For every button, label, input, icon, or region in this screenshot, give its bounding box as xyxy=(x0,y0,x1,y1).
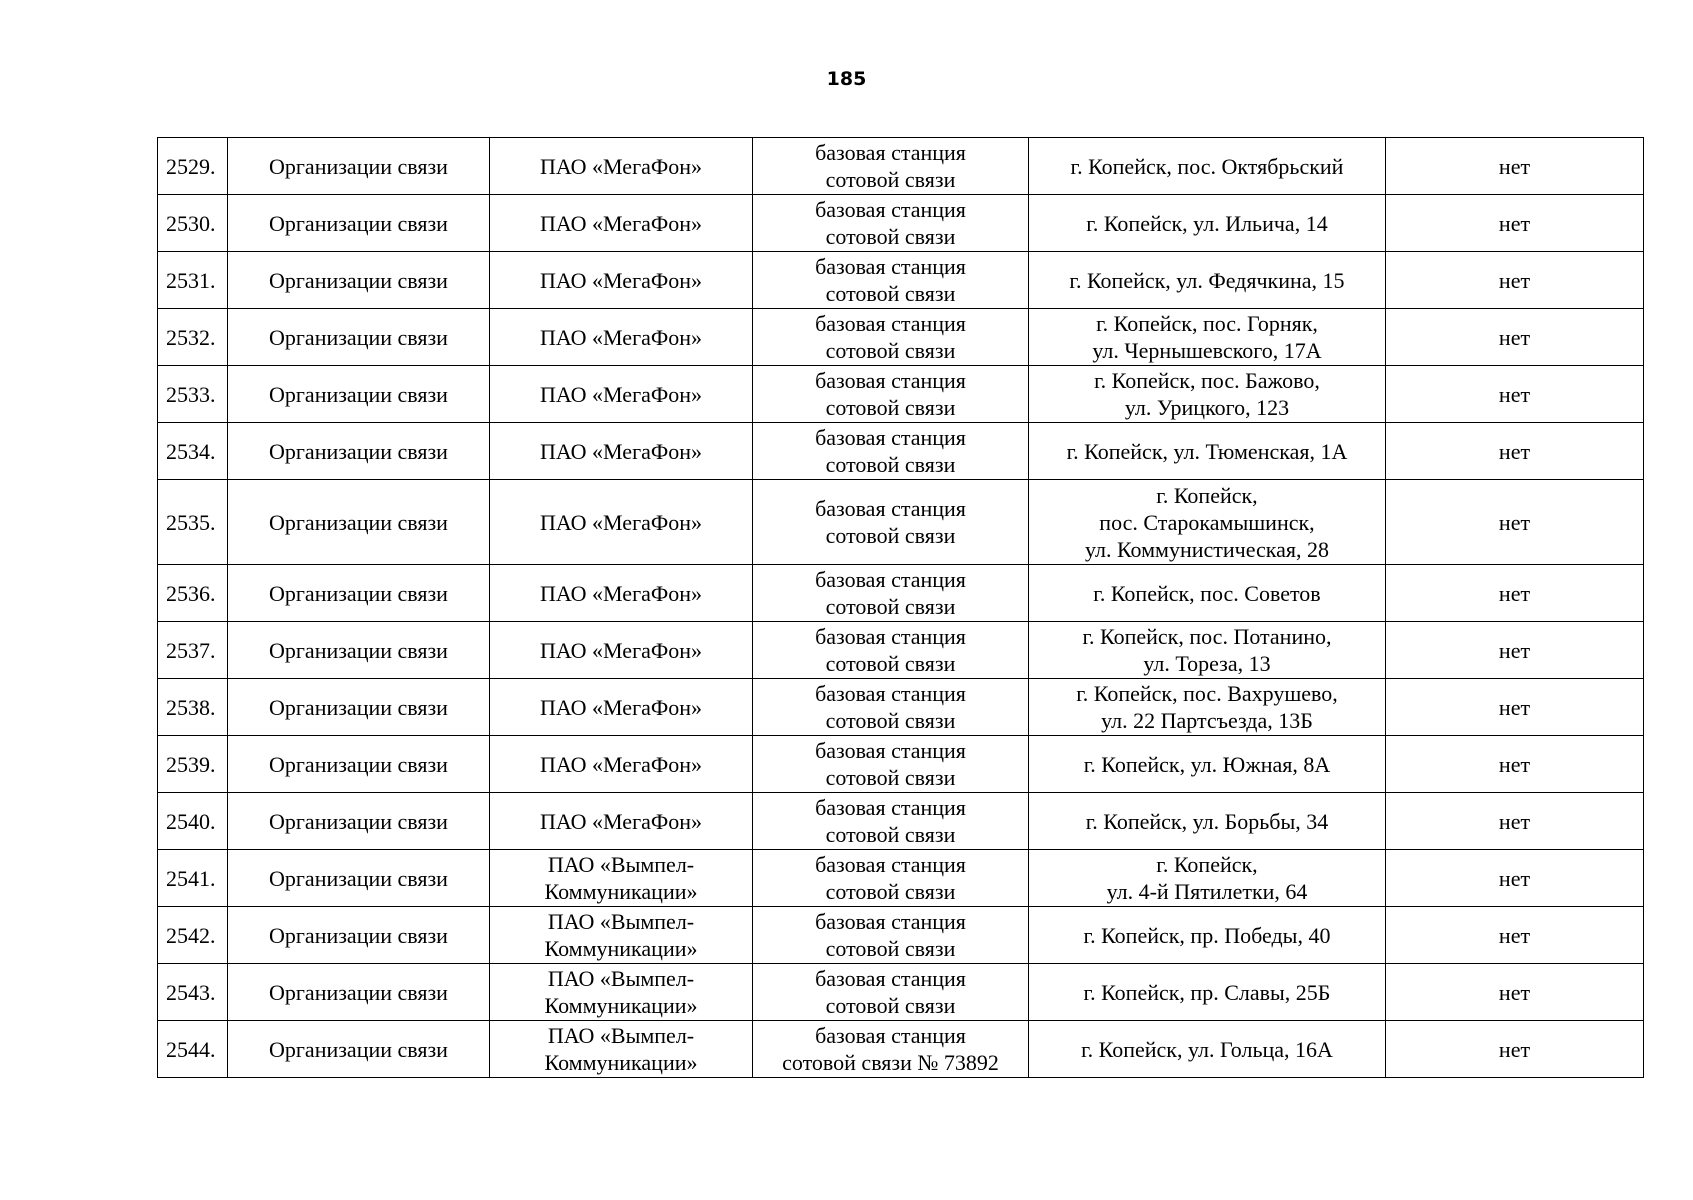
table-row xyxy=(158,907,1644,964)
address-cell: г. Копейск, пр. Победы, 40 xyxy=(1029,907,1386,964)
address-cell: г. Копейск, пос. Советов xyxy=(1029,565,1386,622)
category-cell: Организации связи xyxy=(228,964,490,1021)
category-cell: Организации связи xyxy=(228,736,490,793)
row-number-cell: 2532. xyxy=(158,309,228,366)
organization-cell: ПАО «МегаФон» xyxy=(490,679,753,736)
address-cell: г. Копейск, ул. Ильича, 14 xyxy=(1029,195,1386,252)
object-cell: базовая станция сотовой связи xyxy=(753,679,1029,736)
category-cell: Организации связи xyxy=(228,793,490,850)
address-cell: г. Копейск, пос. Старокамышинск, ул. Коммунистическая, 28 xyxy=(1029,480,1386,565)
address-cell: г. Копейск, ул. Федячкина, 15 xyxy=(1029,252,1386,309)
address-cell: г. Копейск, ул. Борьбы, 34 xyxy=(1029,793,1386,850)
category-cell: Организации связи xyxy=(228,565,490,622)
address-cell: г. Копейск, ул. Южная, 8А xyxy=(1029,736,1386,793)
row-number-cell: 2544. xyxy=(158,1021,228,1078)
flag-cell: нет xyxy=(1386,565,1644,622)
category-cell: Организации связи xyxy=(228,195,490,252)
address-cell: г. Копейск, пос. Вахрушево, ул. 22 Партсъезда, 13Б xyxy=(1029,679,1386,736)
object-cell: базовая станция сотовой связи xyxy=(753,423,1029,480)
organization-cell: ПАО «МегаФон» xyxy=(490,736,753,793)
row-number-cell: 2541. xyxy=(158,850,228,907)
address-cell: г. Копейск, ул. Тюменская, 1А xyxy=(1029,423,1386,480)
table-row xyxy=(158,309,1644,366)
flag-cell: нет xyxy=(1386,138,1644,195)
category-cell: Организации связи xyxy=(228,252,490,309)
table-row xyxy=(158,195,1644,252)
registry-table xyxy=(157,137,1644,1078)
object-cell: базовая станция сотовой связи xyxy=(753,138,1029,195)
table-row xyxy=(158,736,1644,793)
object-cell: базовая станция сотовой связи xyxy=(753,480,1029,565)
row-number-cell: 2534. xyxy=(158,423,228,480)
object-cell: базовая станция сотовой связи xyxy=(753,252,1029,309)
object-cell: базовая станция сотовой связи xyxy=(753,793,1029,850)
flag-cell: нет xyxy=(1386,964,1644,1021)
address-cell: г. Копейск, пр. Славы, 25Б xyxy=(1029,964,1386,1021)
category-cell: Организации связи xyxy=(228,1021,490,1078)
flag-cell: нет xyxy=(1386,252,1644,309)
organization-cell: ПАО «МегаФон» xyxy=(490,309,753,366)
organization-cell: ПАО «МегаФон» xyxy=(490,793,753,850)
address-cell: г. Копейск, ул. 4-й Пятилетки, 64 xyxy=(1029,850,1386,907)
flag-cell: нет xyxy=(1386,309,1644,366)
object-cell: базовая станция сотовой связи xyxy=(753,366,1029,423)
row-number-cell: 2535. xyxy=(158,480,228,565)
organization-cell: ПАО «Вымпел- Коммуникации» xyxy=(490,964,753,1021)
category-cell: Организации связи xyxy=(228,423,490,480)
object-cell: базовая станция сотовой связи xyxy=(753,907,1029,964)
flag-cell: нет xyxy=(1386,480,1644,565)
table-row xyxy=(158,252,1644,309)
row-number-cell: 2530. xyxy=(158,195,228,252)
address-cell: г. Копейск, ул. Гольца, 16А xyxy=(1029,1021,1386,1078)
category-cell: Организации связи xyxy=(228,679,490,736)
flag-cell: нет xyxy=(1386,1021,1644,1078)
organization-cell: ПАО «МегаФон» xyxy=(490,480,753,565)
flag-cell: нет xyxy=(1386,679,1644,736)
address-cell: г. Копейск, пос. Потанино, ул. Тореза, 13 xyxy=(1029,622,1386,679)
flag-cell: нет xyxy=(1386,907,1644,964)
flag-cell: нет xyxy=(1386,622,1644,679)
organization-cell: ПАО «МегаФон» xyxy=(490,622,753,679)
address-cell: г. Копейск, пос. Октябрьский xyxy=(1029,138,1386,195)
category-cell: Организации связи xyxy=(228,622,490,679)
object-cell: базовая станция сотовой связи № 73892 xyxy=(753,1021,1029,1078)
table-row xyxy=(158,1021,1644,1078)
organization-cell: ПАО «МегаФон» xyxy=(490,195,753,252)
row-number-cell: 2536. xyxy=(158,565,228,622)
object-cell: базовая станция сотовой связи xyxy=(753,622,1029,679)
object-cell: базовая станция сотовой связи xyxy=(753,964,1029,1021)
table-row xyxy=(158,793,1644,850)
table-row xyxy=(158,622,1644,679)
table-row xyxy=(158,679,1644,736)
category-cell: Организации связи xyxy=(228,366,490,423)
row-number-cell: 2540. xyxy=(158,793,228,850)
table-row xyxy=(158,565,1644,622)
flag-cell: нет xyxy=(1386,736,1644,793)
table-row xyxy=(158,366,1644,423)
organization-cell: ПАО «МегаФон» xyxy=(490,366,753,423)
object-cell: базовая станция сотовой связи xyxy=(753,565,1029,622)
table-row xyxy=(158,138,1644,195)
row-number-cell: 2531. xyxy=(158,252,228,309)
row-number-cell: 2538. xyxy=(158,679,228,736)
organization-cell: ПАО «МегаФон» xyxy=(490,423,753,480)
organization-cell: ПАО «МегаФон» xyxy=(490,565,753,622)
flag-cell: нет xyxy=(1386,366,1644,423)
organization-cell: ПАО «Вымпел- Коммуникации» xyxy=(490,850,753,907)
category-cell: Организации связи xyxy=(228,907,490,964)
organization-cell: ПАО «Вымпел- Коммуникации» xyxy=(490,907,753,964)
flag-cell: нет xyxy=(1386,195,1644,252)
row-number-cell: 2533. xyxy=(158,366,228,423)
row-number-cell: 2543. xyxy=(158,964,228,1021)
flag-cell: нет xyxy=(1386,793,1644,850)
category-cell: Организации связи xyxy=(228,850,490,907)
table-row xyxy=(158,964,1644,1021)
category-cell: Организации связи xyxy=(228,480,490,565)
row-number-cell: 2529. xyxy=(158,138,228,195)
object-cell: базовая станция сотовой связи xyxy=(753,309,1029,366)
table-row xyxy=(158,480,1644,565)
flag-cell: нет xyxy=(1386,850,1644,907)
row-number-cell: 2539. xyxy=(158,736,228,793)
organization-cell: ПАО «МегаФон» xyxy=(490,252,753,309)
table-row xyxy=(158,850,1644,907)
category-cell: Организации связи xyxy=(228,138,490,195)
category-cell: Организации связи xyxy=(228,309,490,366)
object-cell: базовая станция сотовой связи xyxy=(753,195,1029,252)
table-row xyxy=(158,423,1644,480)
address-cell: г. Копейск, пос. Горняк, ул. Чернышевского, 17А xyxy=(1029,309,1386,366)
row-number-cell: 2542. xyxy=(158,907,228,964)
page-number: 185 xyxy=(826,68,867,90)
object-cell: базовая станция сотовой связи xyxy=(753,850,1029,907)
object-cell: базовая станция сотовой связи xyxy=(753,736,1029,793)
flag-cell: нет xyxy=(1386,423,1644,480)
registry-table-body xyxy=(158,138,1644,1078)
address-cell: г. Копейск, пос. Бажово, ул. Урицкого, 123 xyxy=(1029,366,1386,423)
organization-cell: ПАО «МегаФон» xyxy=(490,138,753,195)
organization-cell: ПАО «Вымпел- Коммуникации» xyxy=(490,1021,753,1078)
row-number-cell: 2537. xyxy=(158,622,228,679)
